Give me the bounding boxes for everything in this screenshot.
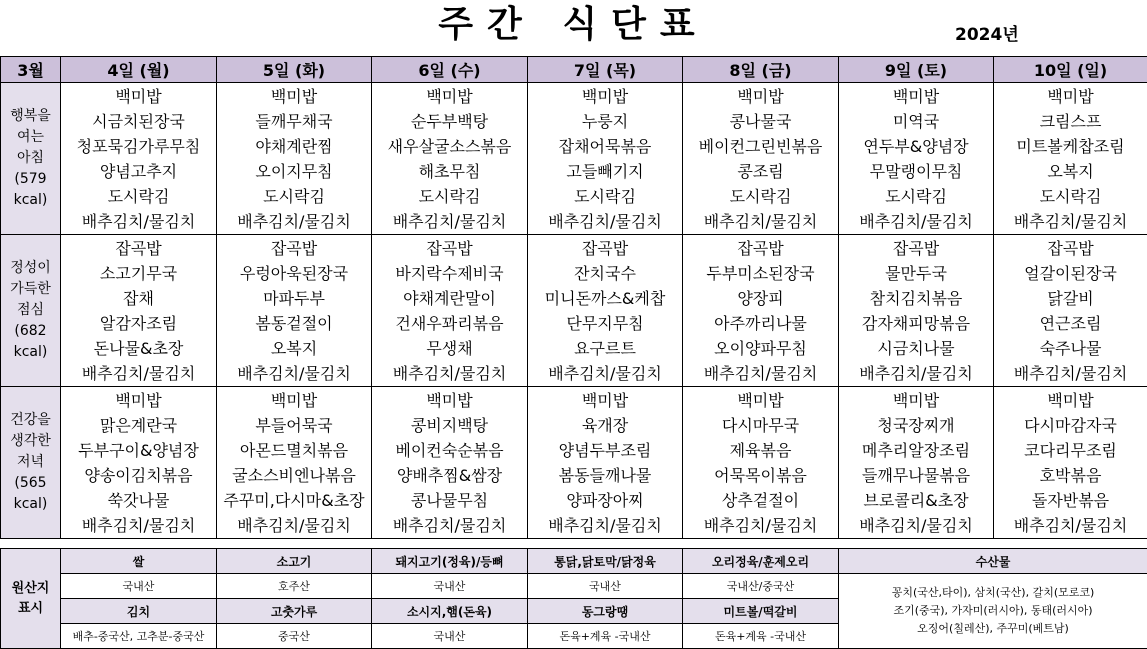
origin-table	[0, 548, 1147, 649]
origin-label-line: 원산지	[12, 581, 50, 596]
menu-item: 시금치된장국	[61, 109, 217, 134]
menu-item: 알감자조림	[61, 311, 217, 336]
menu-item: 굴소스비엔나볶음	[217, 463, 372, 488]
menu-item: 호박볶음	[994, 463, 1147, 488]
menu-item: 백미밥	[217, 83, 372, 110]
menu-item: 콩나물무침	[372, 488, 528, 513]
menu-row	[1, 513, 1147, 539]
menu-item: 잡곡밥	[61, 235, 217, 262]
menu-item: 배추김치/물김치	[61, 209, 217, 235]
menu-item: 배추김치/물김치	[217, 361, 372, 387]
menu-item: 도시락김	[61, 184, 217, 209]
origin-country: 호주산	[217, 574, 372, 599]
menu-item: 건새우꽈리볶음	[372, 311, 528, 336]
menu-item: 브로콜리&초장	[839, 488, 994, 513]
menu-item: 도시락김	[994, 184, 1147, 209]
origin-item: 돼지고기(정육)/등뼈	[372, 549, 528, 574]
meal-label	[1, 387, 61, 539]
origin-country: 국내산	[528, 574, 683, 599]
meal-label-line: 행복을	[10, 108, 51, 124]
menu-item: 백미밥	[61, 387, 217, 414]
menu-item: 콩비지백탕	[372, 413, 528, 438]
origin-country: 국내산	[61, 574, 217, 599]
meal-label-line: kcal)	[14, 496, 48, 512]
menu-item: 배추김치/물김치	[683, 513, 839, 539]
day-header: 10일 (일)	[994, 57, 1147, 83]
meal-label-line: 정성이	[10, 260, 51, 276]
origin-item: 쌀	[61, 549, 217, 574]
menu-item: 우렁아욱된장국	[217, 261, 372, 286]
menu-row	[1, 235, 1147, 262]
menu-item: 참치김치볶음	[839, 286, 994, 311]
menu-item: 배추김치/물김치	[683, 209, 839, 235]
menu-item: 백미밥	[372, 387, 528, 414]
menu-item: 미역국	[839, 109, 994, 134]
menu-item: 배추김치/물김치	[217, 209, 372, 235]
menu-item: 쑥갓나물	[61, 488, 217, 513]
origin-country: 배추-중국산, 고추분-중국산	[61, 624, 217, 649]
menu-item: 백미밥	[994, 387, 1147, 414]
menu-item: 배추김치/물김치	[839, 209, 994, 235]
menu-item: 배추김치/물김치	[528, 209, 683, 235]
menu-row	[1, 209, 1147, 235]
day-header-row	[1, 57, 1147, 83]
menu-item: 배추김치/물김치	[528, 513, 683, 539]
day-header: 8일 (금)	[683, 57, 839, 83]
meal-label-line: (565	[14, 475, 46, 491]
menu-item: 도시락김	[683, 184, 839, 209]
meal-label-line: kcal)	[14, 192, 48, 208]
menu-item: 오복지	[217, 336, 372, 361]
origin-country: 국내산	[372, 624, 528, 649]
menu-item: 야채계란찜	[217, 134, 372, 159]
month-label: 3월	[1, 57, 61, 83]
meal-label-line: 건강을	[10, 412, 51, 428]
menu-item: 콩나물국	[683, 109, 839, 134]
menu-item: 도시락김	[217, 184, 372, 209]
menu-row	[1, 83, 1147, 110]
weekly-menu-table	[0, 56, 1147, 539]
menu-item: 배추김치/물김치	[61, 361, 217, 387]
menu-item: 시금치나물	[839, 336, 994, 361]
seafood-line: 조기(중국), 가자미(러시아), 동태(러시아)	[893, 604, 1092, 617]
menu-item: 오이지무침	[217, 159, 372, 184]
menu-item: 배추김치/물김치	[839, 361, 994, 387]
menu-item: 배추김치/물김치	[372, 361, 528, 387]
menu-item: 아주까리나물	[683, 311, 839, 336]
menu-item: 잡곡밥	[372, 235, 528, 262]
menu-row	[1, 387, 1147, 414]
menu-item: 돈나물&초장	[61, 336, 217, 361]
menu-item: 해초무침	[372, 159, 528, 184]
menu-item: 요구르트	[528, 336, 683, 361]
day-header: 6일 (수)	[372, 57, 528, 83]
menu-item: 백미밥	[683, 387, 839, 414]
menu-item: 백미밥	[528, 387, 683, 414]
menu-item: 양송이김치볶음	[61, 463, 217, 488]
meal-label-line: 저녁	[17, 454, 44, 470]
menu-item: 배추김치/물김치	[994, 513, 1147, 539]
seafood-origin	[839, 574, 1147, 649]
menu-item: 배추김치/물김치	[994, 209, 1147, 235]
meal-label-line: 점심	[17, 302, 44, 318]
menu-item: 연근조림	[994, 311, 1147, 336]
menu-item: 도시락김	[528, 184, 683, 209]
menu-item: 잡곡밥	[217, 235, 372, 262]
origin-item: 동그랑땡	[528, 599, 683, 624]
meal-label-line: 아침	[17, 150, 44, 166]
menu-item: 양념두부조림	[528, 438, 683, 463]
menu-row	[1, 488, 1147, 513]
menu-row	[1, 413, 1147, 438]
origin-item: 미트볼/떡갈비	[683, 599, 839, 624]
year-label: 2024년	[955, 20, 1019, 45]
origin-item: 소고기	[217, 549, 372, 574]
menu-item: 백미밥	[61, 83, 217, 110]
menu-item: 잔치국수	[528, 261, 683, 286]
menu-item: 백미밥	[372, 83, 528, 110]
menu-item: 들깨무채국	[217, 109, 372, 134]
menu-item: 바지락수제비국	[372, 261, 528, 286]
menu-item: 메추리알장조림	[839, 438, 994, 463]
menu-row	[1, 438, 1147, 463]
menu-item: 베이컨숙순볶음	[372, 438, 528, 463]
menu-item: 백미밥	[839, 387, 994, 414]
menu-row	[1, 134, 1147, 159]
origin-item: 고춧가루	[217, 599, 372, 624]
menu-item: 잡채어묵볶음	[528, 134, 683, 159]
origin-item: 통닭,닭토막/닭정육	[528, 549, 683, 574]
menu-item: 미니돈까스&케찹	[528, 286, 683, 311]
seafood-line: 꽁치(국산,타이), 삼치(국산), 갈치(모로코)	[892, 586, 1095, 599]
origin-country: 국내산	[372, 574, 528, 599]
menu-item: 청국장찌개	[839, 413, 994, 438]
menu-item: 상추겉절이	[683, 488, 839, 513]
menu-item: 감자채피망볶음	[839, 311, 994, 336]
menu-item: 배추김치/물김치	[683, 361, 839, 387]
menu-item: 마파두부	[217, 286, 372, 311]
menu-item: 들깨무나물볶음	[839, 463, 994, 488]
meal-label-line: (682	[14, 323, 46, 339]
menu-item: 오복지	[994, 159, 1147, 184]
menu-item: 배추김치/물김치	[372, 513, 528, 539]
menu-row	[1, 109, 1147, 134]
menu-item: 백미밥	[528, 83, 683, 110]
meal-label-line: kcal)	[14, 344, 48, 360]
menu-item: 잡곡밥	[683, 235, 839, 262]
menu-item: 백미밥	[683, 83, 839, 110]
menu-item: 닭갈비	[994, 286, 1147, 311]
origin-label-line: 표시	[18, 601, 43, 616]
menu-item: 야채계란말이	[372, 286, 528, 311]
day-header: 4일 (월)	[61, 57, 217, 83]
menu-row	[1, 286, 1147, 311]
origin-country: 중국산	[217, 624, 372, 649]
origin-country: 돈육+계육 -국내산	[528, 624, 683, 649]
menu-item: 도시락김	[372, 184, 528, 209]
menu-item: 맑은계란국	[61, 413, 217, 438]
menu-item: 베이컨그린빈볶음	[683, 134, 839, 159]
menu-item: 배추김치/물김치	[839, 513, 994, 539]
meal-label	[1, 235, 61, 387]
menu-item: 무생채	[372, 336, 528, 361]
menu-item: 얼갈이된장국	[994, 261, 1147, 286]
meal-label-line: 여는	[17, 129, 44, 145]
day-header: 5일 (화)	[217, 57, 372, 83]
menu-item: 어묵목이볶음	[683, 463, 839, 488]
menu-item: 배추김치/물김치	[217, 513, 372, 539]
menu-item: 미트볼케찹조림	[994, 134, 1147, 159]
menu-item: 순두부백탕	[372, 109, 528, 134]
menu-item: 잡곡밥	[994, 235, 1147, 262]
menu-item: 백미밥	[994, 83, 1147, 110]
menu-item: 다시마무국	[683, 413, 839, 438]
menu-row	[1, 463, 1147, 488]
seafood-header: 수산물	[839, 549, 1147, 574]
menu-item: 돌자반볶음	[994, 488, 1147, 513]
menu-item: 육개장	[528, 413, 683, 438]
menu-item: 양념고추지	[61, 159, 217, 184]
origin-item: 오리정육/훈제오리	[683, 549, 839, 574]
origin-country: 돈육+계육 -국내산	[683, 624, 839, 649]
menu-row	[1, 336, 1147, 361]
meal-label-line: (579	[14, 171, 46, 187]
menu-row	[1, 261, 1147, 286]
menu-item: 잡채	[61, 286, 217, 311]
menu-item: 양배추찜&쌈장	[372, 463, 528, 488]
menu-item: 다시마감자국	[994, 413, 1147, 438]
menu-item: 배추김치/물김치	[994, 361, 1147, 387]
seafood-line: 오징어(칠레산), 주꾸미(베트남)	[917, 622, 1069, 635]
menu-item: 크림스프	[994, 109, 1147, 134]
menu-item: 봄동겉절이	[217, 311, 372, 336]
menu-row	[1, 184, 1147, 209]
menu-row	[1, 361, 1147, 387]
menu-row	[1, 159, 1147, 184]
menu-item: 두부구이&양념장	[61, 438, 217, 463]
menu-item: 양파장아찌	[528, 488, 683, 513]
origin-country: 국내산/중국산	[683, 574, 839, 599]
menu-item: 백미밥	[217, 387, 372, 414]
menu-item: 부들어묵국	[217, 413, 372, 438]
menu-item: 숙주나물	[994, 336, 1147, 361]
menu-item: 도시락김	[839, 184, 994, 209]
meal-label-line: 생각한	[10, 433, 51, 449]
menu-item: 제육볶음	[683, 438, 839, 463]
menu-item: 단무지무침	[528, 311, 683, 336]
menu-item: 청포묵김가루무침	[61, 134, 217, 159]
menu-item: 주꾸미,다시마&초장	[217, 488, 372, 513]
origin-label	[1, 549, 61, 649]
menu-item: 새우살굴소스볶음	[372, 134, 528, 159]
origin-item: 소시지,햄(돈육)	[372, 599, 528, 624]
meal-label-line: 가득한	[10, 281, 51, 297]
menu-item: 무말랭이무침	[839, 159, 994, 184]
menu-item: 봄동들깨나물	[528, 463, 683, 488]
menu-item: 배추김치/물김치	[61, 513, 217, 539]
menu-item: 잡곡밥	[839, 235, 994, 262]
day-header: 9일 (토)	[839, 57, 994, 83]
meal-label	[1, 83, 61, 235]
menu-item: 오이양파무침	[683, 336, 839, 361]
menu-item: 백미밥	[839, 83, 994, 110]
menu-item: 물만두국	[839, 261, 994, 286]
menu-item: 잡곡밥	[528, 235, 683, 262]
menu-item: 배추김치/물김치	[528, 361, 683, 387]
origin-item: 김치	[61, 599, 217, 624]
menu-item: 배추김치/물김치	[372, 209, 528, 235]
menu-item: 코다리무조림	[994, 438, 1147, 463]
menu-item: 소고기무국	[61, 261, 217, 286]
menu-item: 고들빼기지	[528, 159, 683, 184]
menu-item: 연두부&양념장	[839, 134, 994, 159]
menu-item: 콩조림	[683, 159, 839, 184]
day-header: 7일 (목)	[528, 57, 683, 83]
menu-item: 두부미소된장국	[683, 261, 839, 286]
menu-item: 아몬드멸치볶음	[217, 438, 372, 463]
menu-item: 누룽지	[528, 109, 683, 134]
menu-row	[1, 311, 1147, 336]
menu-item: 양장피	[683, 286, 839, 311]
page-title: 주간 식단표	[0, 0, 1147, 56]
